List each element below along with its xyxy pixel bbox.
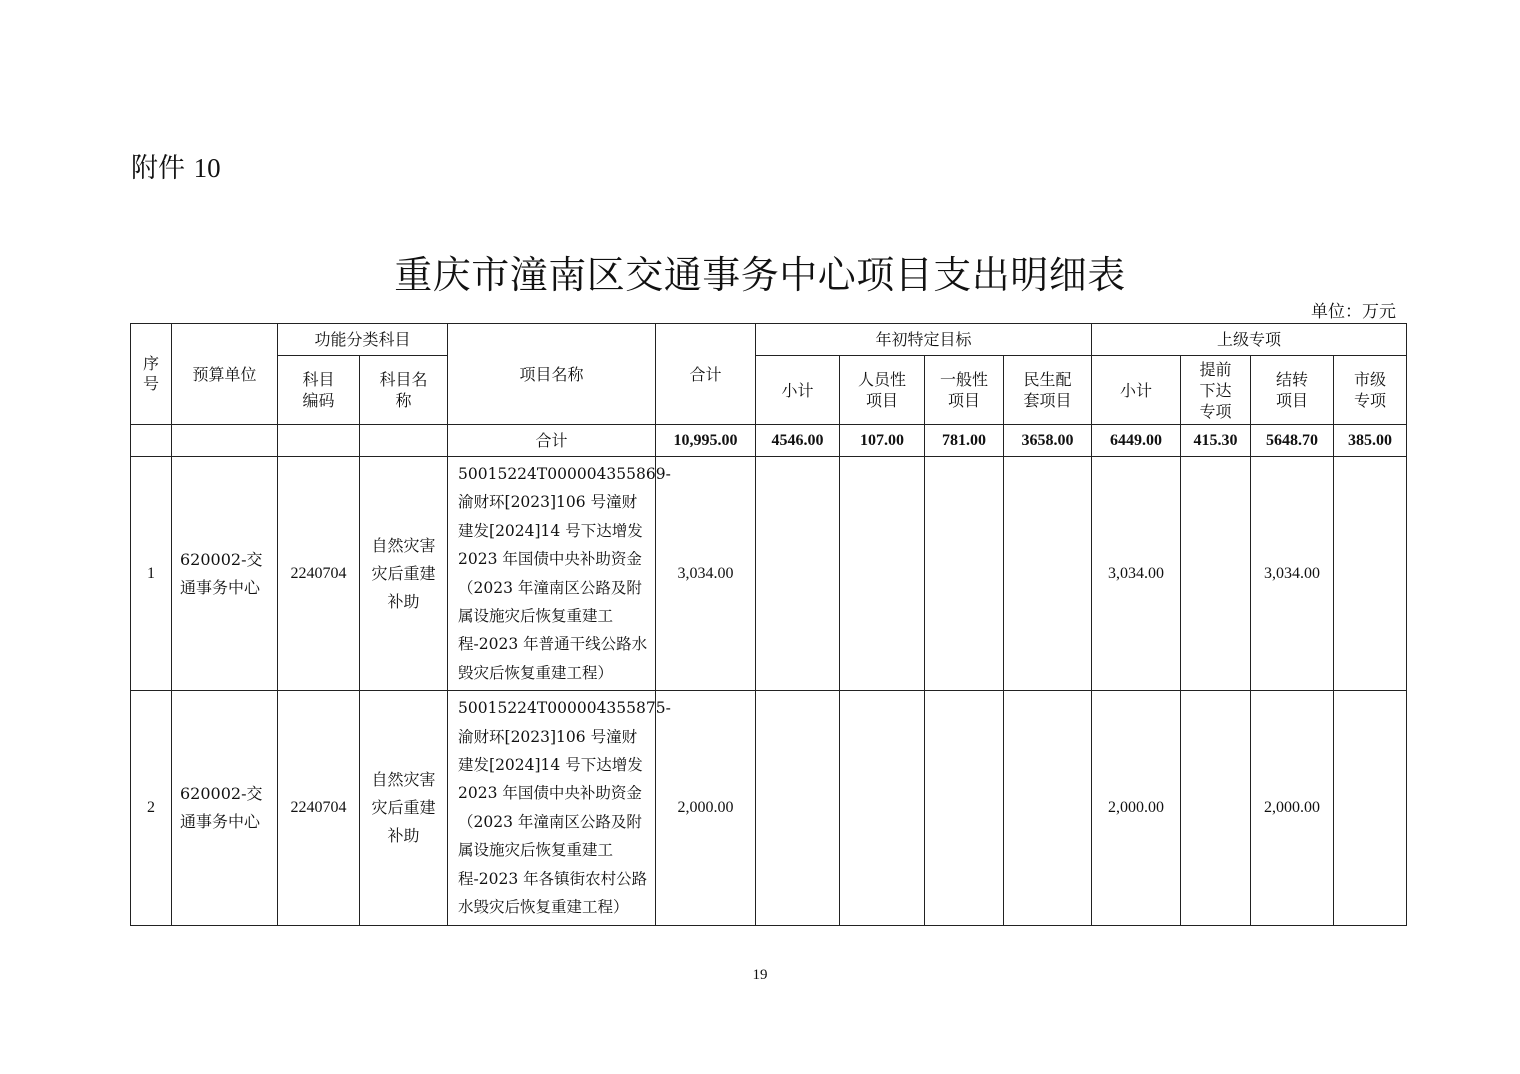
total-general: 781.00 — [925, 425, 1004, 457]
total-annual-subtotal: 4546.00 — [756, 425, 840, 457]
row-subject-name: 自然灾害灾后重建补助 — [360, 457, 448, 691]
header-row-1 — [131, 324, 1407, 356]
header-carryover: 结转项目 — [1251, 356, 1334, 425]
total-municipal: 385.00 — [1334, 425, 1407, 457]
row-personnel — [840, 691, 925, 925]
header-superior-special: 上级专项 — [1092, 324, 1407, 356]
total-personnel: 107.00 — [840, 425, 925, 457]
attachment-prefix: 附件 — [131, 153, 185, 184]
header-annual-target: 年初特定目标 — [756, 324, 1092, 356]
row-municipal — [1334, 691, 1407, 925]
total-subject-cell — [360, 425, 448, 457]
page-number: 19 — [752, 967, 768, 983]
row-subject-code: 2240704 — [278, 691, 360, 925]
row-personnel — [840, 457, 925, 691]
row-superior-subtotal: 2,000.00 — [1092, 691, 1181, 925]
total-seq-cell — [131, 425, 172, 457]
row-general — [925, 691, 1004, 925]
total-carryover: 5648.70 — [1251, 425, 1334, 457]
row-livelihood — [1004, 457, 1092, 691]
total-livelihood: 3658.00 — [1004, 425, 1092, 457]
header-municipal: 市级专项 — [1334, 356, 1407, 425]
row-budget-unit: 620002-交通事务中心 — [172, 691, 278, 925]
total-label: 合计 — [448, 425, 656, 457]
unit-label: 单位：万元 — [1311, 302, 1396, 322]
header-total: 合计 — [656, 324, 756, 425]
header-func-class: 功能分类科目 — [278, 324, 448, 356]
header-subject-name: 科目名称 — [360, 356, 448, 425]
row-general — [925, 457, 1004, 691]
header-advance: 提前下达专项 — [1181, 356, 1251, 425]
page-title: 重庆市潼南区交通事务中心项目支出明细表 — [394, 253, 1126, 297]
total-code-cell — [278, 425, 360, 457]
header-annual-subtotal: 小计 — [756, 356, 840, 425]
expenditure-table — [130, 323, 1407, 926]
header-budget-unit: 预算单位 — [172, 324, 278, 425]
row-advance — [1181, 691, 1251, 925]
row-total: 2,000.00 — [656, 691, 756, 925]
row-municipal — [1334, 457, 1407, 691]
row-livelihood — [1004, 691, 1092, 925]
total-row — [131, 425, 1407, 457]
row-advance — [1181, 457, 1251, 691]
row-carryover: 3,034.00 — [1251, 457, 1334, 691]
header-project-name: 项目名称 — [448, 324, 656, 425]
table-row — [131, 457, 1407, 691]
row-subject-name: 自然灾害灾后重建补助 — [360, 691, 448, 925]
header-livelihood: 民生配套项目 — [1004, 356, 1092, 425]
attachment-number: 10 — [193, 153, 221, 183]
header-seq: 序号 — [131, 324, 172, 425]
header-personnel: 人员性项目 — [840, 356, 925, 425]
table-row — [131, 691, 1407, 925]
attachment-label — [131, 146, 221, 185]
row-annual-subtotal — [756, 691, 840, 925]
header-row-2 — [131, 356, 1407, 425]
row-subject-code: 2240704 — [278, 457, 360, 691]
row-project-name: 50015224T000004355875-渝财环[2023]106 号潼财建发[2024]14 号下达增发 2023 年国债中央补助资金（2023 年潼南区公路及附属设施灾后恢复重建工程-2023 年各镇街农村公路水毁灾后恢复重建工程） — [448, 691, 656, 925]
row-annual-subtotal — [756, 457, 840, 691]
row-carryover: 2,000.00 — [1251, 691, 1334, 925]
header-superior-subtotal: 小计 — [1092, 356, 1181, 425]
total-superior-subtotal: 6449.00 — [1092, 425, 1181, 457]
header-subject-code: 科目编码 — [278, 356, 360, 425]
row-seq: 1 — [131, 457, 172, 691]
row-superior-subtotal: 3,034.00 — [1092, 457, 1181, 691]
total-unit-cell — [172, 425, 278, 457]
header-general: 一般性项目 — [925, 356, 1004, 425]
row-total: 3,034.00 — [656, 457, 756, 691]
total-total: 10,995.00 — [656, 425, 756, 457]
total-advance: 415.30 — [1181, 425, 1251, 457]
row-project-name: 50015224T000004355869-渝财环[2023]106 号潼财建发[2024]14 号下达增发 2023 年国债中央补助资金（2023 年潼南区公路及附属设施灾后恢复重建工程-2023 年普通干线公路水毁灾后恢复重建工程） — [448, 457, 656, 691]
row-budget-unit: 620002-交通事务中心 — [172, 457, 278, 691]
row-seq: 2 — [131, 691, 172, 925]
